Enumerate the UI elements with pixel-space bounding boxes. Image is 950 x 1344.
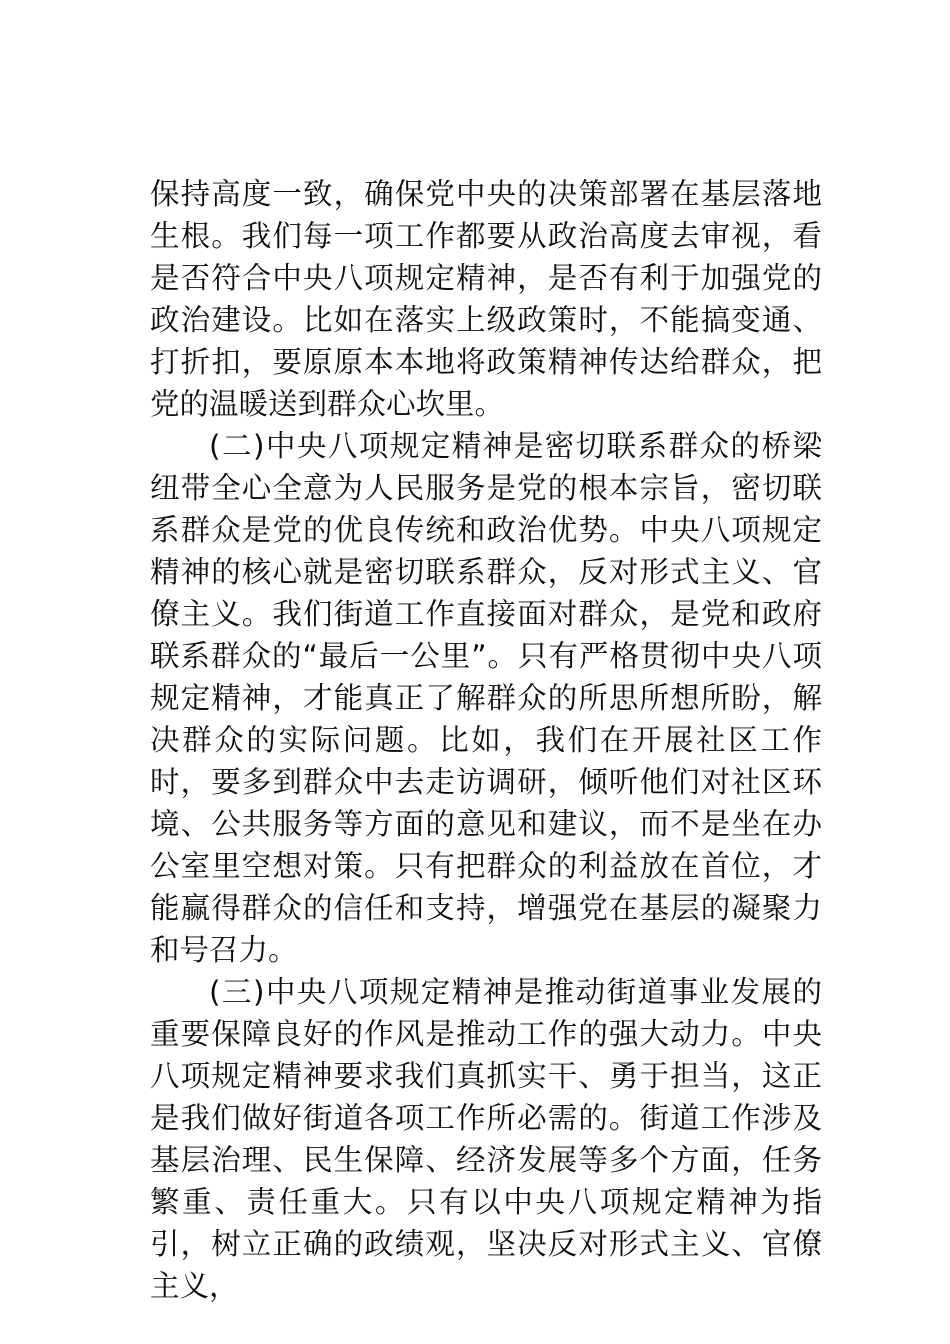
document-body xyxy=(150,173,822,1307)
paragraph-continuation: 保持高度一致，确保党中央的决策部署在基层落地生根。我们每一项工作都要从政治高度去审视，看是否符合中央八项规定精神，是否有利于加强党的政治建设。比如在落实上级政策时，不能搞变通、打折扣，要原原本本地将政策精神传达给群众，把党的温暖送到群众心坎里。 xyxy=(150,177,822,421)
paragraph-section-three: (三)中央八项规定精神是推动街道事业发展的重要保障良好的作风是推动工作的强大动力。中央八项规定精神要求我们真抓实干、勇于担当，这正是我们做好街道各项工作所必需的。街道工作涉及基层治理、民生保障、经济发展等多个方面，任务繁重、责任重大。只有以中央八项规定精神为指引，树立正确的政绩观，坚决反对形式主义、官僚主义， xyxy=(150,975,822,1303)
paragraph-section-two: (二)中央八项规定精神是密切联系群众的桥梁纽带全心全意为人民服务是党的根本宗旨，密切联系群众是党的优良传统和政治优势。中央八项规定精神的核心就是密切联系群众，反对形式主义、官僚主义。我们街道工作直接面对群众，是党和政府联系群众的“最后一公里”。只有严格贯彻中央八项规定精神，才能真正了解群众的所思所想所盼，解决群众的实际问题。比如，我们在开展社区工作时，要多到群众中去走访调研，倾听他们对社区环境、公共服务等方面的意见和建议，而不是坐在办公室里空想对策。只有把群众的利益放在首位，才能赢得群众的信任和支持，增强党在基层的凝聚力和号召力。 xyxy=(150,429,822,967)
